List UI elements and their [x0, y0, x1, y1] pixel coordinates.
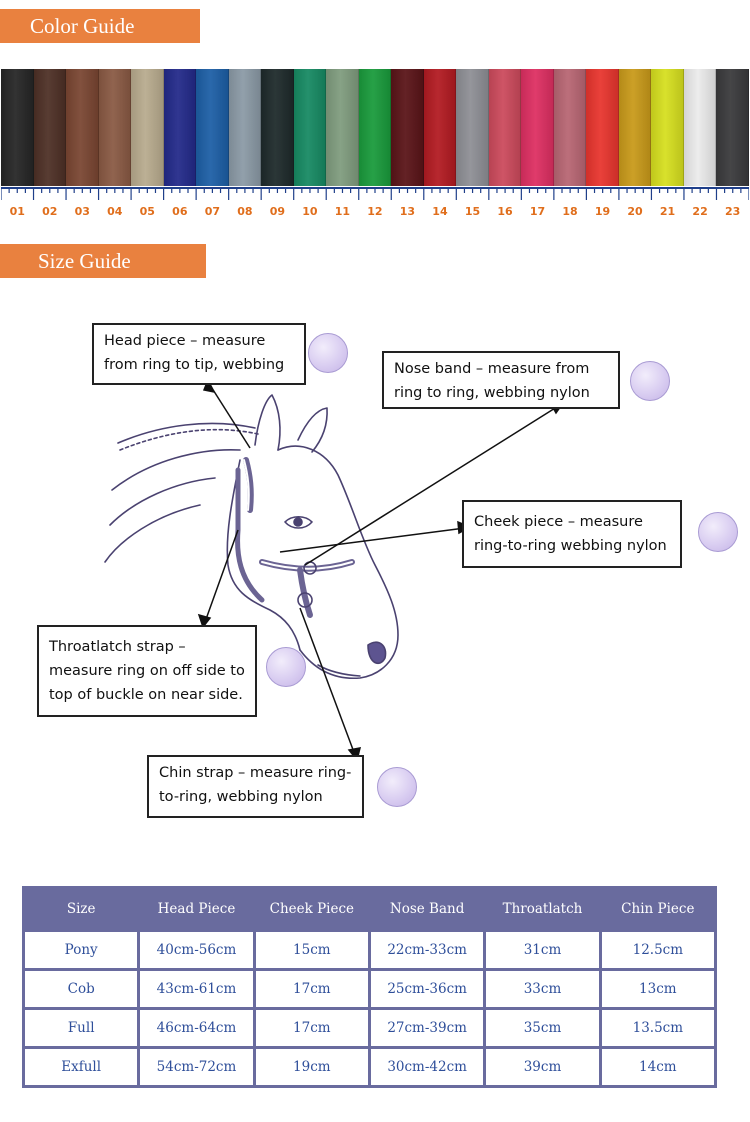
swatch-number-06: 06 — [172, 205, 188, 218]
color-swatch-05 — [131, 69, 164, 186]
swatch-number-11: 11 — [334, 205, 351, 218]
table-cell: 46cm-64cm — [140, 1010, 252, 1046]
color-swatch-01 — [1, 69, 34, 186]
color-guide-title: Color Guide — [0, 9, 200, 43]
table-cell: 13.5cm — [602, 1010, 714, 1046]
color-swatch-07 — [196, 69, 229, 186]
header-cheek-piece: Cheek Piece — [256, 889, 368, 929]
table-row — [25, 932, 714, 968]
table-cell: 25cm-36cm — [371, 971, 483, 1007]
swatch-number-20: 20 — [627, 205, 643, 218]
color-swatch-22 — [684, 69, 717, 186]
table-cell: 22cm-33cm — [371, 932, 483, 968]
swatch-number-13: 13 — [399, 205, 416, 218]
ruler-ticks — [1, 187, 749, 201]
color-swatch-15 — [456, 69, 489, 186]
color-swatch-20 — [619, 69, 652, 186]
color-swatch-13 — [391, 69, 424, 186]
table-cell: Full — [25, 1010, 137, 1046]
color-swatch-17 — [521, 69, 554, 186]
table-cell: 31cm — [486, 932, 598, 968]
color-swatch-03 — [66, 69, 99, 186]
swatch-number-22: 22 — [692, 205, 708, 218]
table-cell: 30cm-42cm — [371, 1049, 483, 1085]
size-guide-title: Size Guide — [0, 244, 206, 278]
swatch-number-16: 16 — [497, 205, 513, 218]
circle-marker-nose-band — [630, 361, 670, 401]
circle-marker-throatlatch — [266, 647, 306, 687]
callout-cheek-piece: Cheek piece – measure ring-to-ring webbing nylon — [462, 500, 682, 568]
color-swatch-11 — [326, 69, 359, 186]
callout-nose-band: Nose band – measure from ring to ring, webbing nylon — [382, 351, 620, 409]
color-swatch-02 — [34, 69, 67, 186]
color-swatch-12 — [359, 69, 392, 186]
table-cell: 40cm-56cm — [140, 932, 252, 968]
header-throatlatch: Throatlatch — [486, 889, 598, 929]
swatch-number-17: 17 — [529, 205, 546, 218]
table-cell: Cob — [25, 971, 137, 1007]
color-swatch-10 — [294, 69, 327, 186]
swatch-number-03: 03 — [74, 205, 90, 218]
color-swatch-04 — [99, 69, 132, 186]
header-chin-piece: Chin Piece — [602, 889, 714, 929]
swatch-number-19: 19 — [594, 205, 611, 218]
header-size: Size — [25, 889, 137, 929]
table-row — [25, 1049, 714, 1085]
color-swatch-09 — [261, 69, 294, 186]
table-cell: 19cm — [256, 1049, 368, 1085]
swatch-number-05: 05 — [139, 205, 155, 218]
color-swatch-08 — [229, 69, 262, 186]
table-cell: 13cm — [602, 971, 714, 1007]
color-swatch-19 — [586, 69, 619, 186]
swatch-number-02: 02 — [42, 205, 58, 218]
table-row — [25, 1010, 714, 1046]
callout-chin-strap: Chin strap – measure ring- to-ring, webbing nylon — [147, 755, 364, 818]
table-cell: 15cm — [256, 932, 368, 968]
swatch-number-21: 21 — [659, 205, 676, 218]
color-swatch-23 — [716, 69, 749, 186]
header-head-piece: Head Piece — [140, 889, 252, 929]
table-cell: 27cm-39cm — [371, 1010, 483, 1046]
table-cell: 33cm — [486, 971, 598, 1007]
callout-throatlatch: Throatlatch strap – measure ring on off side to top of buckle on near side. — [37, 625, 257, 717]
swatch-number-01: 01 — [9, 205, 25, 218]
swatch-number-09: 09 — [269, 205, 286, 218]
circle-marker-chin-strap — [377, 767, 417, 807]
swatch-number-15: 15 — [464, 205, 481, 218]
color-swatch-18 — [554, 69, 587, 186]
swatch-number-04: 04 — [107, 205, 123, 218]
table-cell: 43cm-61cm — [140, 971, 252, 1007]
color-swatch-21 — [651, 69, 684, 186]
table-cell: 54cm-72cm — [140, 1049, 252, 1085]
swatch-number-14: 14 — [432, 205, 448, 218]
swatch-number-23: 23 — [724, 205, 741, 218]
table-cell: 35cm — [486, 1010, 598, 1046]
swatch-number-12: 12 — [367, 205, 383, 218]
table-cell: 17cm — [256, 1010, 368, 1046]
circle-marker-head-piece — [308, 333, 348, 373]
table-row — [25, 971, 714, 1007]
color-swatch-numbers — [1, 205, 749, 223]
swatch-number-18: 18 — [562, 205, 578, 218]
size-table — [22, 886, 717, 1088]
table-cell: 39cm — [486, 1049, 598, 1085]
callout-head-piece: Head piece – measure from ring to tip, webbing — [92, 323, 306, 385]
header-nose-band: Nose Band — [371, 889, 483, 929]
table-cell: 17cm — [256, 971, 368, 1007]
swatch-number-10: 10 — [302, 205, 318, 218]
color-swatch-06 — [164, 69, 197, 186]
swatch-number-07: 07 — [204, 205, 220, 218]
halter-diagram — [0, 300, 750, 840]
table-header-row — [25, 889, 714, 929]
table-cell: Exfull — [25, 1049, 137, 1085]
color-swatch-14 — [424, 69, 457, 186]
color-swatch-strip — [1, 69, 749, 186]
color-swatch-16 — [489, 69, 522, 186]
circle-marker-cheek-piece — [698, 512, 738, 552]
table-cell: 14cm — [602, 1049, 714, 1085]
table-cell: Pony — [25, 932, 137, 968]
table-cell: 12.5cm — [602, 932, 714, 968]
swatch-number-08: 08 — [237, 205, 253, 218]
